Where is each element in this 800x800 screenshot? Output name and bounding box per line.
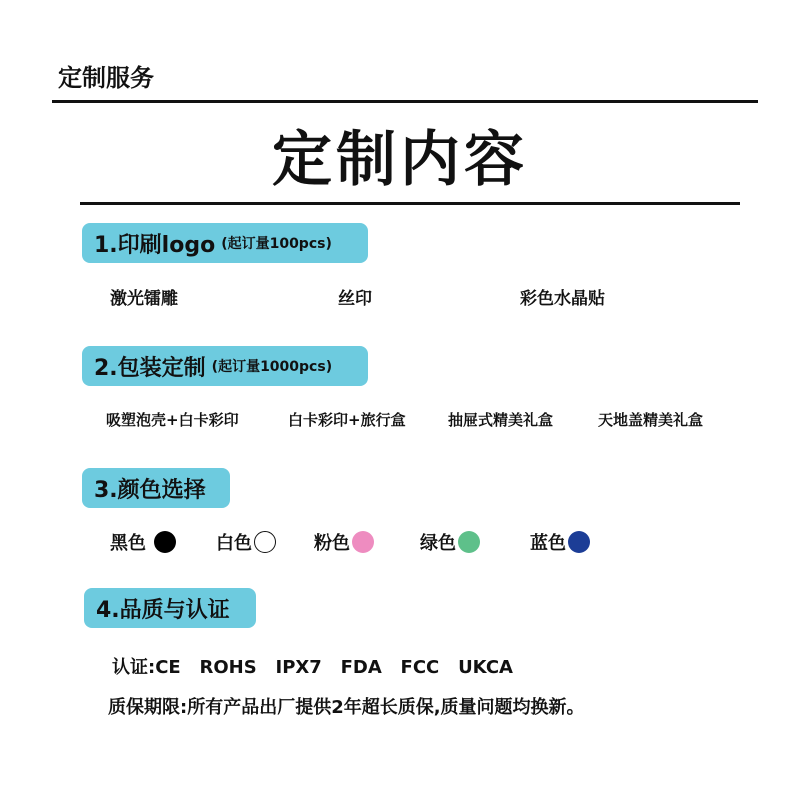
color-label-black: 黑色 [110,533,146,554]
color-option-green [420,529,480,555]
color-swatch-white [254,531,276,553]
divider-title [80,202,740,205]
color-option-black [110,529,176,555]
color-option-white [216,529,276,555]
section-logo-header [82,223,368,263]
certification-line: 认证:CE ROHS IPX7 FDA FCC UKCA [112,657,513,678]
section-colors-title: 3.颜色选择 [94,477,206,503]
logo-option-crystal: 彩色水晶贴 [520,289,605,309]
packaging-option-blister: 吸塑泡壳+白卡彩印 [106,411,239,429]
divider-top [52,100,758,103]
section-packaging-header [82,346,368,386]
color-option-pink [314,529,374,555]
section-quality-header [84,588,256,628]
color-swatch-blue [568,531,590,553]
packaging-option-lid-box: 天地盖精美礼盒 [598,411,704,429]
section-logo-title: 1.印刷logo [94,232,216,258]
packaging-option-travel-box: 白卡彩印+旅行盒 [288,411,406,429]
section-colors-header [82,468,230,508]
color-label-pink: 粉色 [314,533,350,554]
logo-option-laser: 激光镭雕 [110,289,178,309]
warranty-line: 质保期限:所有产品出厂提供2年超长质保,质量问题均换新。 [108,697,585,718]
service-label: 定制服务 [58,64,154,92]
color-swatch-black [154,531,176,553]
section-packaging-title: 2.包装定制 [94,355,206,381]
section-logo-note: (起订量100pcs) [221,236,332,252]
page-title: 定制内容 [272,125,528,195]
color-label-green: 绿色 [420,533,456,554]
section-quality-title: 4.品质与认证 [96,597,230,623]
logo-option-silkscreen: 丝印 [338,289,372,309]
color-swatch-green [458,531,480,553]
color-label-blue: 蓝色 [530,533,566,554]
color-option-blue [530,529,590,555]
section-packaging-note: (起订量1000pcs) [211,359,333,375]
color-label-white: 白色 [216,533,252,554]
color-swatch-pink [352,531,374,553]
packaging-option-drawer-box: 抽屉式精美礼盒 [448,411,554,429]
